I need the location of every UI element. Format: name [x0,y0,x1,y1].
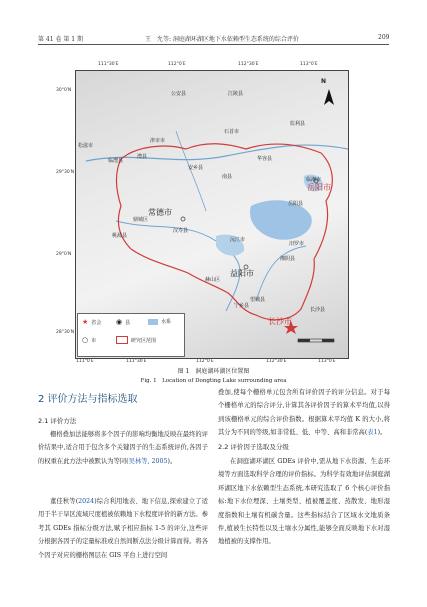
county-label: 江陵县 [228,91,244,97]
water-swatch-icon [148,319,158,325]
table-link[interactable]: 表1 [367,429,378,437]
paragraph-text: )综合利用地表、地下信息,探索建立了适用于半干旱区流域尺度植被依赖地下水程度评价的新方法。参考其 GDEs 指标分级方法,赋予相应指标 1-5 的评分,这些评分根据各因子的定量标准或自然间断点法分级计算而得。将各个因子对应的栅格图层在 GIS 平台上进行空间 [38,498,209,559]
figure-caption-en: Fig. 1 Location of Dongting Lake surrounding area [140,378,287,384]
county-label: 沅江市 [230,237,246,243]
city-label: 长沙市 [268,317,292,326]
lon-label-bottom: 112°30′E [266,359,287,364]
county-label: 华容县 [257,156,273,162]
section-title: 2 评价方法与指标选取 [38,394,138,405]
paragraph [38,428,208,468]
paragraph [218,386,390,440]
lat-label: 30°0′N [56,88,72,93]
lon-label-top: 113°0′E [300,62,318,67]
county-label: 赫山区 [205,277,221,283]
city-label: 常德市 [148,208,172,217]
lon-label-bottom: 113°0′E [318,359,336,364]
citation-link[interactable]: 2024 [78,498,95,505]
header-rule [38,44,389,45]
citation-link[interactable]: 吴林等, 2005 [128,457,168,465]
map-legend [77,313,185,357]
running-title: 王 允等: 洞庭湖环湖区地下水依赖型生态系统的综合评价 [145,36,299,43]
lat-label: 28°30′N [56,330,75,335]
legend-study-area: 研究区范围 [131,337,157,344]
county-label: 汨罗市 [289,241,305,247]
paragraph-text: )。 [167,457,177,465]
paragraph-text: 栅格叠加法能够将多个因子的影响均衡地反映在最终的评价结果中,适合用于包含多个关键因子的生态系统评价,各因子的权重在此方法中被默认为等同( [38,431,208,465]
county-label: 岳阳县 [288,201,304,207]
star-icon: ★ [82,318,89,326]
county-label: 监利县 [290,121,306,127]
lon-label-bottom: 111°30′E [126,359,147,364]
journal-volume: 第 41 卷 第 1 期 [38,36,83,43]
paragraph: 在洞庭湖环湖区 GDEs 评价中,需从地下水资源、生态环境等方面选取科学合理的评价指标。为科学有效地评估洞庭湖环湖区地下水依赖型生态系统,本研究选取了 6 个核心评价指标:地下水位埋深、土壤类型、植被覆盖度、蒸散发、地形湿度指数和土壤有机碳含量。这些指标结合了区域水文地质条件,植被生长特性以及土壤水分属性,能够全面反映地下水对湿地植被的支撑作用。 [218,458,390,546]
legend-capital: 省会 [91,319,102,326]
boundary-swatch-icon [116,336,128,344]
lon-label-top: 112°30′E [238,62,259,67]
county-label: 澧县 [137,154,148,160]
page-number: 209 [378,34,390,41]
county-label: 公安县 [171,91,187,97]
county-label: 临澧县 [108,158,124,164]
county-dot-icon: ◉ [116,318,123,326]
figure-caption-cn: 图 1 洞庭湖环湖区位置图 [177,368,250,375]
county-label: 津市市 [150,138,166,144]
lon-label-top: 112°0′E [168,62,186,67]
legend-city: 市 [91,337,97,344]
subsection-title: 2.2 评价因子选取及分级 [218,443,289,451]
lat-label: 29°30′N [56,170,75,175]
county-label: 汉寿县 [173,228,189,234]
county-label: 安乡县 [188,165,204,171]
county-label: 长沙县 [310,307,326,313]
county-label: 湘阴县 [280,256,296,262]
lon-label-bottom: 111°0′E [76,359,94,364]
county-label: 南县 [222,174,233,180]
legend-water: 水系 [161,319,172,325]
subsection-title: 2.1 评价方法 [38,417,77,425]
paragraph-text: 董佳秋等( [50,498,79,505]
lon-label-top: 111°30′E [98,62,119,67]
city-label: 益阳市 [230,269,254,278]
county-label: 宁乡县 [234,303,250,309]
county-label: 鼎城区 [133,217,149,223]
city-circle-icon: ○ [82,336,89,344]
lon-label-bottom: 112°0′E [196,359,214,364]
county-label: 临湘市 [306,177,322,183]
legend-county: 县 [125,319,131,326]
county-label: 松滋市 [78,143,94,149]
city-label: 岳阳市 [307,183,331,192]
county-label: 石首市 [224,129,240,135]
paragraph-text: )。 [377,429,387,437]
county-label: 望城县 [250,297,266,303]
paragraph-text: 叠加,使每个栅格单元包含所有评价因子的评分信息。对于每个栅格单元的综合评分,计算其各评价因子的算术平均值,以得到该栅格单元的综合评价指数。根据算术平均值 K 的大小,将其分为不同的等级,如非常低、低、中等、高和非常高( [218,389,390,437]
paragraph [38,495,208,562]
lat-label: 29°0′N [56,252,72,257]
north-label: N [321,78,327,85]
county-label: 桃源县 [112,233,128,239]
